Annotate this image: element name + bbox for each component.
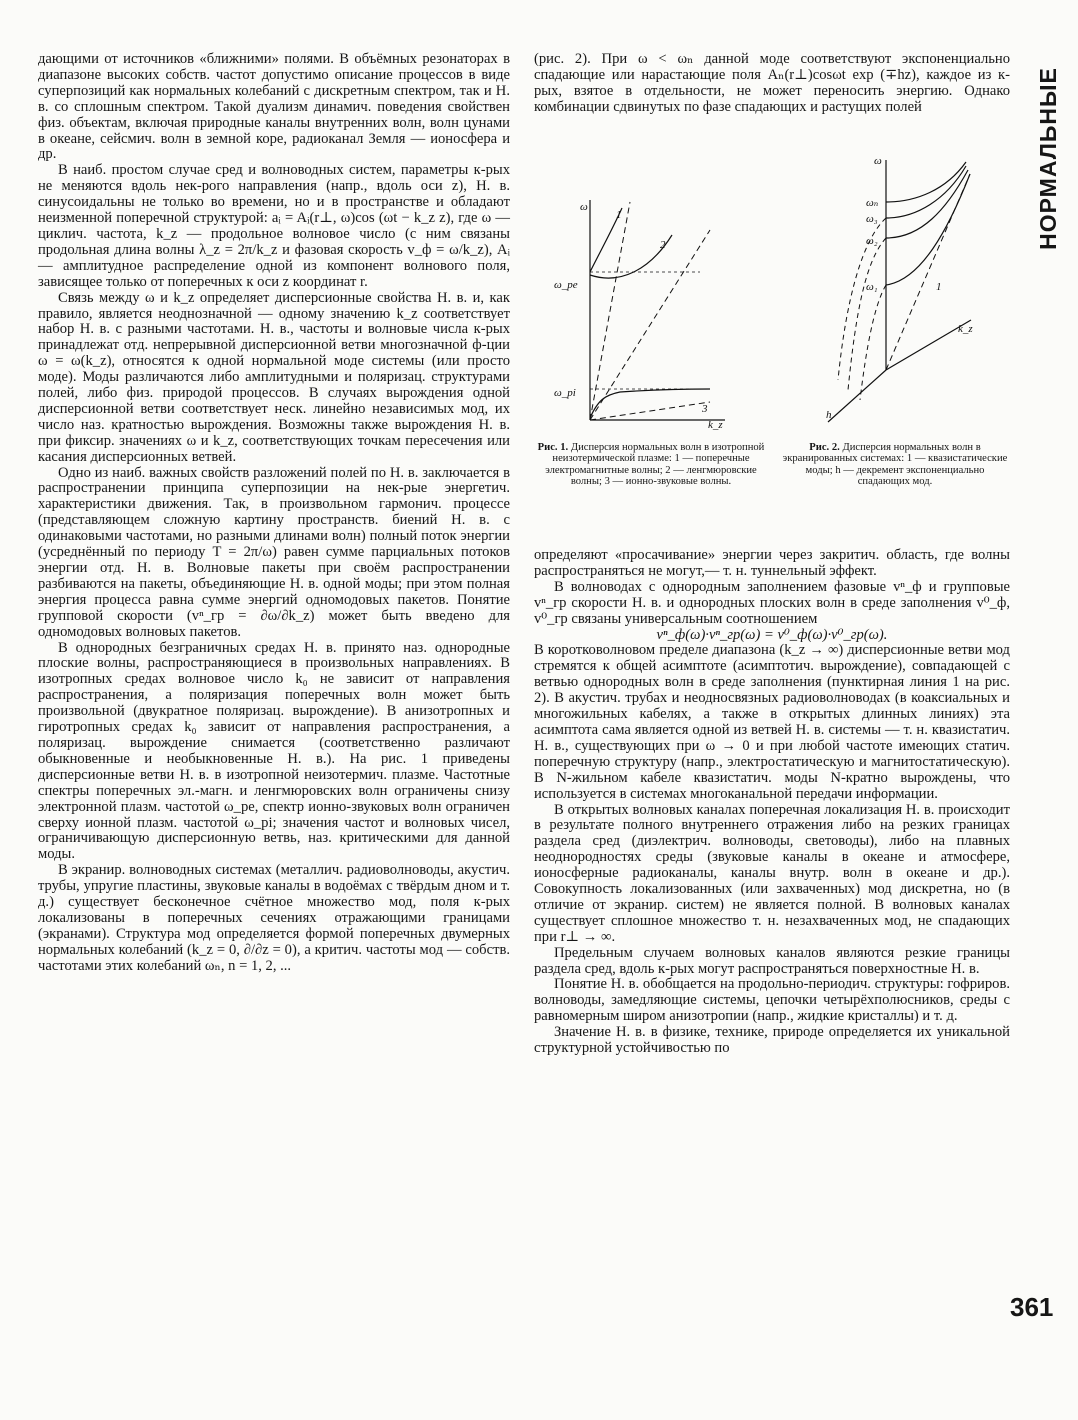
caption-label: Рис. 1. xyxy=(537,442,569,453)
fig1-wpe-label: ω_pe xyxy=(554,279,578,291)
paragraph: В экранир. волноводных системах (металлич. радиоволноводы, акустич. трубы, упругие пластины, звуковые каналы в водоёмах с твёрдым дном и т. д.) существует бесконечное счётное множество мод, поля к-рых локализованы в поперечных сечениях отражающими границами (экранами). Структура мод определяется формой поперечных двумерных нормальных колебаний (k_z = 0, ∂/∂z = 0), а критич. частоты мод — собств. частотами этих колебаний ωₙ, n = 1, 2, ... xyxy=(38,862,510,974)
fig2-w3-label: ω₃ xyxy=(866,213,878,225)
fig1-curve3-label: 3 xyxy=(702,403,708,415)
paragraph: Значение Н. в. в физике, технике, природе определяется их уникальной структурной устойчивостью по xyxy=(534,1024,1010,1057)
paragraph: В коротковолновом пределе диапазона (k_z → ∞) дисперсионные ветви мод стремятся к общей асимптоте (асимптотич. вырождение), совпадающей с ветвью однородных волн в среде заполнения (пунктирная линия 1 на рис. 2). В акустич. трубах и неодносвязных радиоволноводах (в коаксиальных и многожильных кабелях, а также в открытых длинных линиях) эта асимптота сама является одной из ветвей Н. в. системы — т. н. квазистатич. Н. в., существующих при ω → 0 и при любой частоте имеющих статич. поперечную структуру (напр., электростатическую и магнитостатическую). В N-жильном кабеле квазистатич. моды N-кратно вырождены, что используется в системах многоканальной передачи информации. xyxy=(534,642,1010,802)
fig2-wn-label: ωₙ xyxy=(866,197,879,209)
formula: vⁿ_ф(ω)·vⁿ_гр(ω) = v⁰_ф(ω)·v⁰_гр(ω). xyxy=(656,626,888,643)
fig2-curve1-label: 1 xyxy=(936,281,942,293)
fig1-y-label: ω xyxy=(580,201,588,213)
figure-1-plot xyxy=(554,190,730,431)
paragraph: Понятие Н. в. обобщается на продольно-периодич. структуры: гофриров. волноводы, замедляющие системы, цепочки четырёхполюсников, среды с равномерным широм анизотропии (напр., жидкие кристаллы) и т. д. xyxy=(534,976,1010,1025)
fig1-wpi-label: ω_pi xyxy=(554,387,576,399)
figure-2-plot xyxy=(786,150,986,430)
page-number: 361 xyxy=(1010,1292,1054,1322)
caption-text: Дисперсия нормальных волн в изотропной неизотермической плазме: 1 — поперечные электромагнитные волны; 2 — ленгмюровские волны; 3 — ионно-звуковые волны. xyxy=(545,442,765,488)
right-column-bottom xyxy=(534,548,1010,1057)
paragraph: определяют «просачивание» энергии через закритич. область, где волны распространяться не могут,— т. н. туннельный эффект. xyxy=(534,547,1010,579)
paragraph: В волноводах с однородным заполнением фазовые vⁿ_ф и групповые vⁿ_гр скорости Н. в. и однородных плоских волн в среде заполнения v⁰_ф, v⁰_гр связаны универсальным соотношением xyxy=(534,578,1010,627)
paragraph: Одно из наиб. важных свойств разложений полей по Н. в. заключается в распространении принципа суперпозиции на нек-рые энергетич. характеристики движения. Так, в произвольном гармонич. процессе (представляющем сложную картину пространств. биений Н. в. с одинаковыми частотами, но разными длинами волн) полный поток энергии (усреднённый по периоду T = 2π/ω) равен сумме парциальных потоков энергии отд. Н. в. Волновые пакеты при своём распространении разбиваются на пакеты, объединяющие Н. в. одной моды; при этом полная энергия процесса равна сумме энергий одномодовых пакетов. Понятие групповой скорости (vⁿ_гр = ∂ω/∂k_z) может быть введено для одномодовых волновых пакетов. xyxy=(38,464,510,640)
fig2-w1-label: ω₁ xyxy=(866,281,878,293)
fig2-x-label: k_z xyxy=(958,323,973,335)
paragraph: (рис. 2). При ω < ωₙ данной моде соответствуют экспоненциально спадающие или нарастающие поля Aₙ(r⊥)cosωt exp (∓hz), каждое из к-рых, взятое в отдельности, не может переносить энергию. Однако комбинации сдвинутых по фазе спадающих и растущих полей xyxy=(534,51,1010,115)
caption-label: Рис. 2. xyxy=(809,442,840,453)
right-column-top xyxy=(534,52,1010,116)
running-header xyxy=(1028,58,1068,258)
fig1-curve2-label: 2 xyxy=(660,239,666,251)
paragraph: В однородных безграничных средах Н. в. принято наз. однородные плоские волны, распространяющиеся в произвольных направлениях. В изотропных средах волновое число k₀ не зависит от направления распространения, а поляризация поперечных волн может быть произвольной (двукратное поляризац. вырождение). В анизотропных и гиротропных средах k₀ зависит от направления распространения, а поляризац. вырождение снимается (соответственно различают обыкновенные и необыкновенные Н. в.). На рис. 1 приведены дисперсионные ветви Н. в. в изотропной неизотермич. плазме. Частотные спектры поперечных эл.-магн. и ленгмюровских волн ограничены снизу электронной плазм. частотой ω_pe, спектр ионно-звуковых волн ограничен сверху ионной плазм. частотой ω_pi; значения частот и волновых чисел, ограничивающую дисперсионную ветвь, наз. критическими для данной моды. xyxy=(38,639,510,863)
running-header-text: НОРМАЛЬНЫЕ xyxy=(1034,66,1061,250)
caption-text: Дисперсия нормальных волн в экранированных системах: 1 — квазистатические моды; h — декремент экспоненциально спадающих мод. xyxy=(782,442,1008,488)
fig2-y-label: ω xyxy=(874,155,882,167)
fig2-w2-label: ω₂ xyxy=(866,235,878,247)
fig1-curve1-label: 1 xyxy=(616,209,622,221)
left-column xyxy=(38,52,510,975)
paragraph: дающими от источников «ближними» полями. В объёмных резонаторах в диапазоне высоких собств. частот допустимо описание процессов в виде суперпозиций как нормальных колебаний с дискретным спектром, так и Н. в. со сплошным спектром. Такой дуализм динамич. поведения свойствен физ. объектам, включая природные каналы внутренних волн, волн цунами в океане, сейсмич. волн в земной коре, радиоканал Земля — ионосфера и др. xyxy=(38,51,510,163)
figure-2-caption xyxy=(780,442,1010,488)
paragraph: В открытых волновых каналах поперечная локализация Н. в. происходит в результате полного внутреннего отражения либо на резких границах раздела сред (диэлектрич. волноводы, световоды), либо на плавных неоднородностях среды (звуковые каналы в океане и атмосфере, ионосферные радиоканалы, каналы внутр. волн в океане и др.). Совокупность локализованных (или захваченных) мод дискретна, но (в отличие от экранир. систем) не является полной. В волновых каналах существует сплошное множество т. н. незахваченных мод, не спадающих при r⊥ → ∞. xyxy=(534,801,1010,945)
figure-1-caption xyxy=(532,442,770,488)
paragraph: Связь между ω и k_z определяет дисперсионные свойства Н. в. и, как правило, является неоднозначной — одному значению k_z соответствует набор Н. в. с разными частотами. Н. в., частоты и волновые числа к-рых принадлежат отд. непрерывной дисперсионной ветви многозначной ф-ции ω = ω(k_z), относятся к одной нормальной моде системы (или просто моде). Моды различаются либо амплитудными и поляризац. структурами полей, либо физ. природой процессов. В случаях вырождения одной дисперсионной ветви соответствует неск. линейно независимых мод, их число наз. кратностью вырождения. Возможны также вырождения Н. в. при фиксир. значениях ω и k_z, соответствующих точкам пересечения или касания дисперсионных ветвей. xyxy=(38,289,510,465)
paragraph: В наиб. простом случае сред и волноводных систем, параметры к-рых не меняются вдоль нек-рого направления (напр., вдоль оси z), Н. в. синусоидальны не только во времени, но и в пространстве и обладают неизменной поперечной структурой: aᵢ = Aᵢ(r⊥, ω)cos (ωt − k_z z), где ω — циклич. частота, k_z — продольное волновое число (с ним связаны продольная длина волны λ_z = 2π/k_z и фазовая скорость v_ф = ω/k_z), Aᵢ — амплитудное распределение одной из компонент волнового поля, зависящее только от поперечных к оси z координат r. xyxy=(38,162,510,290)
paragraph: Предельным случаем волновых каналов являются резкие границы раздела сред, вдоль к-рых могут распространяться поверхностные Н. в. xyxy=(534,944,1010,977)
fig1-x-label: k_z xyxy=(708,419,723,431)
fig2-h-label: h xyxy=(826,409,832,421)
